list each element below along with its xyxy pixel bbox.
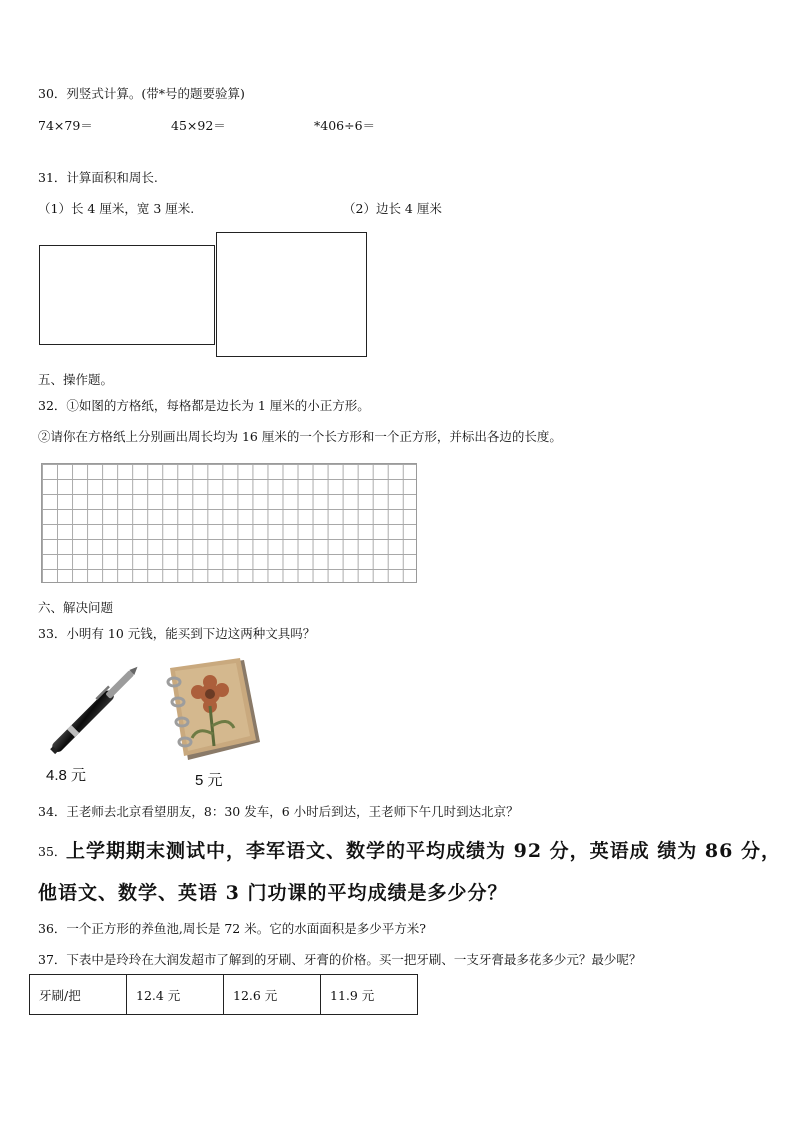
table-row (30, 975, 418, 1015)
table-cell: 12.6 元 (224, 975, 321, 1015)
notebook-price: 5 元 (195, 772, 223, 789)
q30-item-3: *406÷6＝ (314, 118, 376, 133)
price-table (29, 974, 418, 1015)
q35-line1: 上学期期末测试中，李军语文、数学的平均成绩为 92 分，英语成 绩为 86 分， (66, 840, 781, 862)
q32-line1: 32．①如图的方格纸，每格都是边长为 1 厘米的小正方形。 (38, 398, 370, 413)
pen-price: 4.8 元 (46, 767, 87, 784)
q36-text: 36．一个正方形的养鱼池,周长是 72 米。它的水面面积是多少平方米? (38, 921, 426, 936)
q30-item-2: 45×92＝ (171, 118, 226, 133)
q30-title: 30．列竖式计算。(带*号的题要验算) (38, 86, 245, 101)
q35-line2: 他语文、数学、英语 3 门功课的平均成绩是多少分？ (38, 882, 508, 904)
q31-title: 31．计算面积和周长. (38, 170, 158, 185)
section-5-heading: 五、操作题。 (38, 372, 114, 387)
table-cell: 牙刷/把 (30, 975, 127, 1015)
q31-part2: （2）边长 4 厘米 (343, 201, 442, 216)
section-6-heading: 六、解决问题 (38, 600, 114, 615)
table-cell: 12.4 元 (127, 975, 224, 1015)
q32-line2: ②请你在方格纸上分别画出周长均为 16 厘米的一个长方形和一个正方形，并标出各边的长度。 (38, 429, 562, 444)
table-cell: 11.9 元 (321, 975, 418, 1015)
q33-title: 33．小明有 10 元钱，能买到下边这两种文具吗？ (38, 626, 316, 641)
pen-icon (44, 665, 144, 757)
square-figure (216, 232, 367, 357)
rectangle-figure (39, 245, 215, 345)
q30-item-1: 74×79＝ (38, 118, 93, 133)
grid-paper (41, 463, 417, 583)
q37-title: 37．下表中是玲玲在大润发超市了解到的牙刷、牙膏的价格。买一把牙刷、一支牙膏最多花多少元？最少呢？ (38, 952, 642, 967)
q35-number: 35． (38, 844, 67, 859)
q34-text: 34．王老师去北京看望朋友，8：30 发车，6 小时后到达，王老师下午几时到达北京？ (38, 804, 519, 819)
notebook-icon (158, 656, 263, 764)
q31-part1: （1）长 4 厘米，宽 3 厘米. (38, 201, 195, 216)
